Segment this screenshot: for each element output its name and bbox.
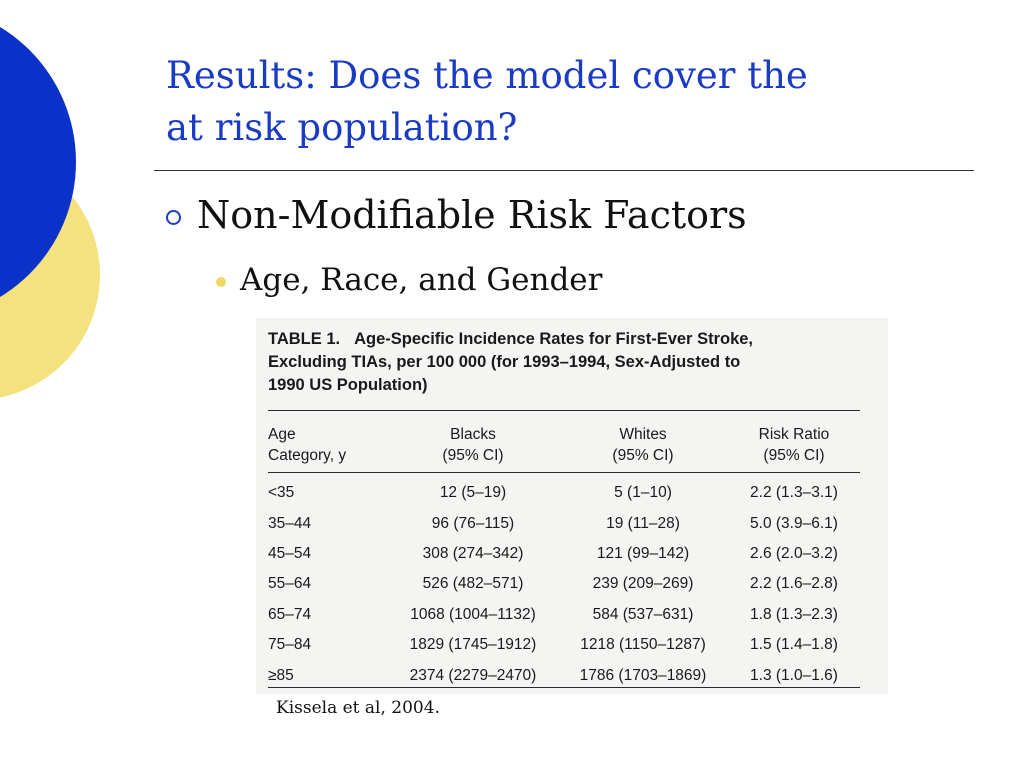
cell-blacks: 12 (5–19) — [439, 484, 507, 502]
cell-whites: 584 (537–631) — [592, 605, 694, 623]
header-risk-ratio: Risk Ratio (95% CI) — [758, 426, 830, 464]
cell-whites: 19 (11–28) — [606, 514, 680, 532]
cell-blacks: 96 (76–115) — [431, 514, 515, 532]
cell-whites: 239 (209–269) — [592, 575, 694, 593]
slide-title — [166, 50, 986, 154]
incidence-table — [268, 418, 860, 691]
cell-age: 75–84 — [268, 636, 312, 654]
cell-whites: 1786 (1703–1869) — [579, 666, 707, 684]
cell-risk-ratio: 5.0 (3.9–6.1) — [750, 514, 838, 532]
cell-blacks: 1068 (1004–1132) — [410, 605, 536, 623]
table-caption-line2: Excluding TIAs, per 100 000 (for 1993–1994, Sex-Adjusted to — [268, 353, 741, 371]
cell-risk-ratio: 1.5 (1.4–1.8) — [750, 636, 838, 654]
title-divider — [154, 170, 974, 171]
dot-bullet-icon — [216, 277, 226, 287]
table-row — [268, 660, 860, 690]
incidence-table-figure — [256, 318, 888, 694]
bullet-level1 — [166, 193, 747, 237]
table-caption — [268, 328, 868, 397]
slide-title-line1: Results: Does the model cover the — [166, 54, 808, 97]
cell-risk-ratio: 1.8 (1.3–2.3) — [750, 605, 838, 623]
cell-whites: 121 (99–142) — [596, 544, 690, 562]
table-top-rule — [268, 410, 860, 411]
cell-age: 65–74 — [268, 605, 312, 623]
table-row — [268, 630, 860, 660]
table-row — [268, 569, 860, 599]
table-caption-line3: 1990 US Population) — [268, 376, 428, 394]
cell-age: 35–44 — [268, 514, 312, 532]
citation: Kissela et al, 2004. — [276, 698, 440, 718]
cell-age: 45–54 — [268, 544, 312, 562]
header-age: Age Category, y — [268, 426, 347, 464]
table-caption-label: TABLE 1. — [268, 330, 341, 348]
table-row — [268, 508, 860, 538]
table-row — [268, 539, 860, 569]
cell-risk-ratio: 2.6 (2.0–3.2) — [750, 544, 838, 562]
hollow-circle-bullet-icon — [166, 210, 181, 225]
cell-whites: 1218 (1150–1287) — [580, 636, 706, 654]
header-whites: Whites (95% CI) — [612, 426, 674, 464]
cell-blacks: 308 (274–342) — [422, 544, 524, 562]
cell-age: <35 — [268, 484, 295, 502]
cell-risk-ratio: 1.3 (1.0–1.6) — [750, 666, 838, 684]
cell-blacks: 2374 (2279–2470) — [409, 666, 537, 684]
table-row — [268, 472, 860, 508]
table-caption-line1: Age-Specific Incidence Rates for First-Ever Stroke, — [354, 330, 754, 348]
cell-age: ≥85 — [268, 666, 294, 684]
slide-title-line2: at risk population? — [166, 106, 518, 149]
cell-blacks: 1829 (1745–1912) — [409, 636, 537, 654]
table-header-row — [268, 418, 860, 472]
bullet-level2-text: Age, Race, and Gender — [240, 262, 603, 298]
cell-blacks: 526 (482–571) — [422, 575, 524, 593]
bullet-level2 — [216, 262, 602, 298]
cell-whites: 5 (1–10) — [614, 484, 672, 502]
cell-risk-ratio: 2.2 (1.6–2.8) — [750, 575, 838, 593]
bullet-level1-text: Non-Modifiable Risk Factors — [197, 193, 747, 237]
cell-age: 55–64 — [268, 575, 312, 593]
header-blacks: Blacks (95% CI) — [442, 426, 504, 464]
table-row — [268, 600, 860, 630]
cell-risk-ratio: 2.2 (1.3–3.1) — [750, 484, 838, 502]
